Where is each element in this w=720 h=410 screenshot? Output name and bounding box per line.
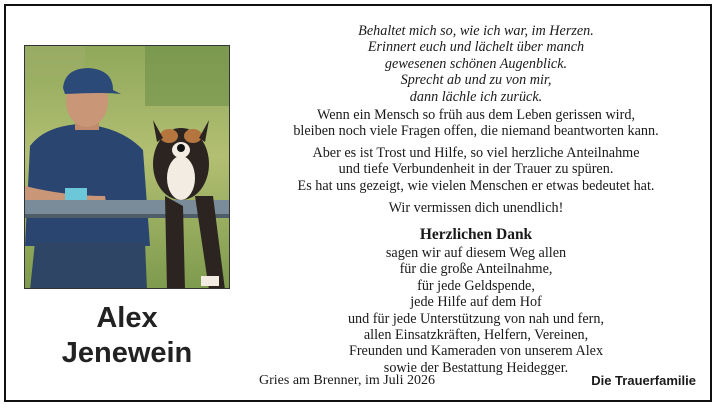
place-date: Gries am Brenner, im Juli 2026 [259,373,435,388]
thanks-line: für jede Geldspende, [417,277,535,294]
thanks-line: sowie der Bestattung Heidegger. [383,359,569,376]
thanks-list [254,245,698,376]
poem-line: Erinnert euch und lächelt über manch [367,39,585,56]
thanks-line: allen Einsatzkräften, Helfern, Vereinen, [363,327,589,344]
memorial-photo [24,45,230,289]
paragraph-line: Wenn ein Mensch so früh aus dem Leben gerissen wird, [317,107,635,123]
poem-line: gewesenen schönen Augenblick. [384,55,568,72]
poem-line: dann lächle ich zurück. [409,88,543,105]
poem-line: Behaltet mich so, wie ich war, im Herzen. [358,23,594,39]
thanks-line: jede Hilfe auf dem Hof [410,294,542,311]
thanks-line: sagen wir auf diesem Weg allen [385,245,567,261]
paragraph-line: Es hat uns gezeigt, wie vielen Menschen er etwas bedeutet hat. [297,177,655,194]
poem [254,23,698,105]
paragraph-early-loss [254,107,698,140]
paragraph-line: und tiefe Verbundenheit in der Trauer zu spüren. [338,161,614,178]
thanks-line: und für jede Unterstützung von nah und fern, [347,310,605,327]
thanks-line: für die große Anteilnahme, [399,261,553,278]
paragraph-comfort [254,145,698,194]
paragraph-line: Aber es ist Trost und Hilfe, so viel herzliche Anteilnahme [312,145,640,161]
miss-you-line: Wir vermissen dich unendlich! [388,200,564,216]
last-name: Jenewein [61,337,193,369]
poem-line: Sprecht ab und zu von mir, [400,72,552,89]
thanks-line: Freunden und Kameraden von unserem Alex [348,343,604,360]
thanks-title: Herzlichen Dank [419,226,533,243]
paragraph-line: bleiben noch viele Fragen offen, die niemand beantworten kann. [293,123,659,140]
first-name: Alex [96,302,158,334]
family-signature: Die Trauerfamilie [591,373,696,388]
